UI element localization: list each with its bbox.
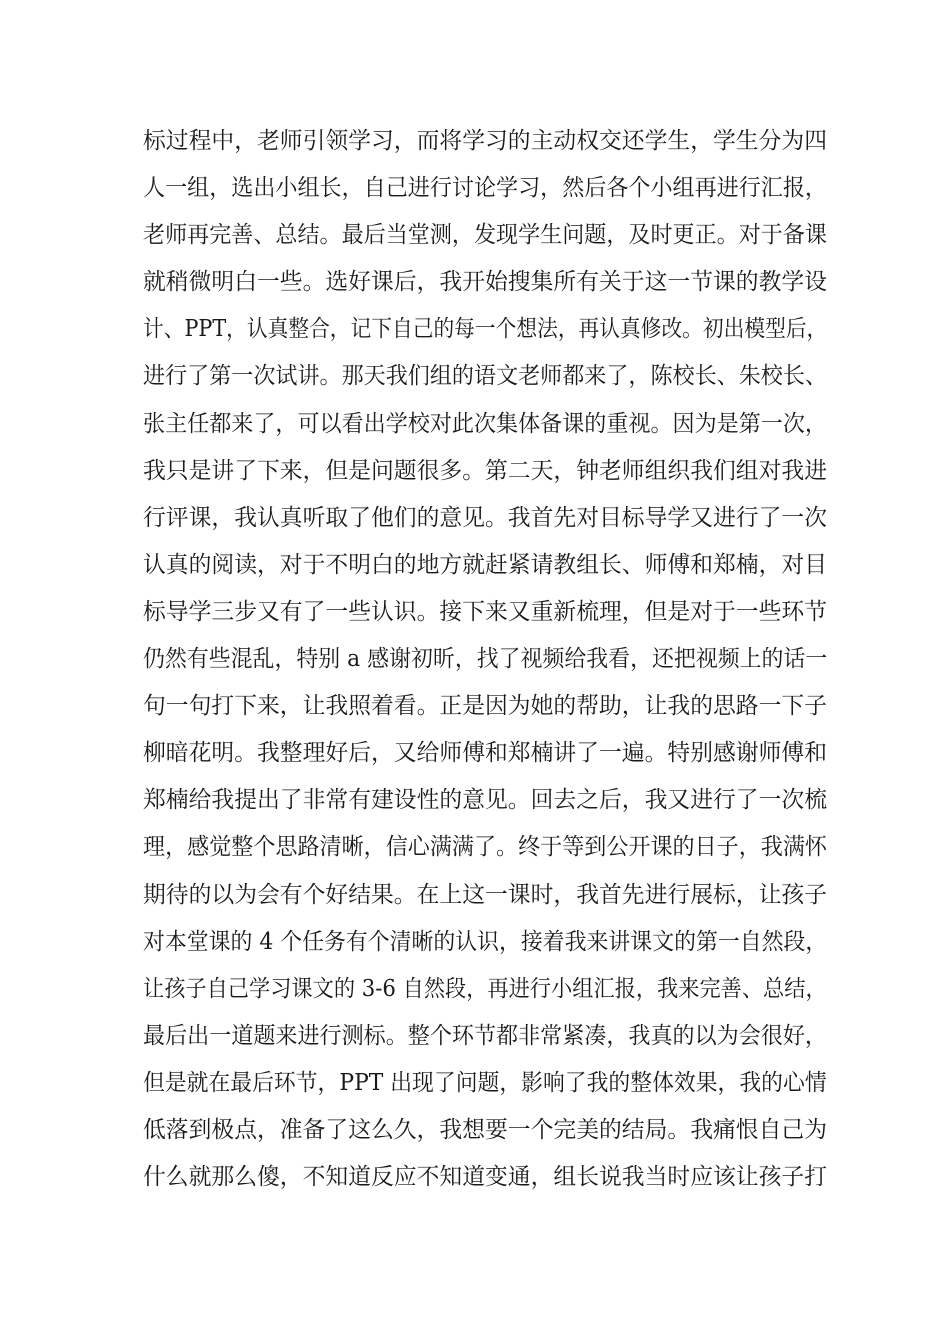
text-line: 标过程中，老师引领学习，而将学习的主动权交还学生，学生分为四 [143,128,827,154]
text-line: 什么就那么傻，不知道反应不知道变通，组长说我当时应该让孩子打 [143,1164,827,1191]
text-line: 郑楠给我提出了非常有建设性的意见。回去之后，我又进行了一次梳 [143,787,827,814]
body-paragraph [143,118,828,1201]
text-line: 理，感觉整个思路清晰，信心满满了。终于等到公开课的日子，我满怀 [143,834,827,861]
text-line: 认真的阅读，对于不明白的地方就赶紧请教组长、师傅和郑楠，对目 [143,551,827,578]
text-line: 但是就在最后环节，PPT 出现了问题，影响了我的整体效果，我的心情 [143,1069,827,1096]
text-line: 人一组，选出小组长，自己进行讨论学习，然后各个小组再进行汇报， [143,175,827,202]
text-line: 老师再完善、总结。最后当堂测，发现学生问题，及时更正。对于备课 [143,222,827,249]
text-line: 最后出一道题来进行测标。整个环节都非常紧凑，我真的以为会很好， [143,1022,827,1049]
text-line: 进行了第一次试讲。那天我们组的语文老师都来了，陈校长、朱校长、 [143,363,827,390]
text-line: 期待的以为会有个好结果。在上这一课时，我首先进行展标，让孩子 [143,881,827,908]
text-line: 低落到极点，准备了这么久，我想要一个完美的结局。我痛恨自己为 [143,1116,827,1143]
text-line: 对本堂课的 4 个任务有个清晰的认识，接着我来讲课文的第一自然段， [143,928,828,955]
text-line: 计、PPT，认真整合，记下自己的每一个想法，再认真修改。初出模型后， [143,316,828,343]
text-line: 张主任都来了，可以看出学校对此次集体备课的重视。因为是第一次， [143,410,827,437]
text-line: 仍然有些混乱，特别 a 感谢初昕，找了视频给我看，还把视频上的话一 [143,646,828,673]
text-line: 我只是讲了下来，但是问题很多。第二天，钟老师组织我们组对我进 [143,457,827,484]
text-line: 行评课，我认真听取了他们的意见。我首先对目标导学又进行了一次 [143,504,827,531]
text-line: 柳暗花明。我整理好后，又给师傅和郑楠讲了一遍。特别感谢师傅和 [143,740,827,767]
text-line: 就稍微明白一些。选好课后，我开始搜集所有关于这一节课的教学设 [143,269,827,296]
text-line: 让孩子自己学习课文的 3-6 自然段，再进行小组汇报，我来完善、总结， [143,975,827,1002]
text-line: 标导学三步又有了一些认识。接下来又重新梳理，但是对于一些环节 [143,598,827,625]
text-line: 句一句打下来，让我照着看。正是因为她的帮助，让我的思路一下子 [143,693,827,720]
